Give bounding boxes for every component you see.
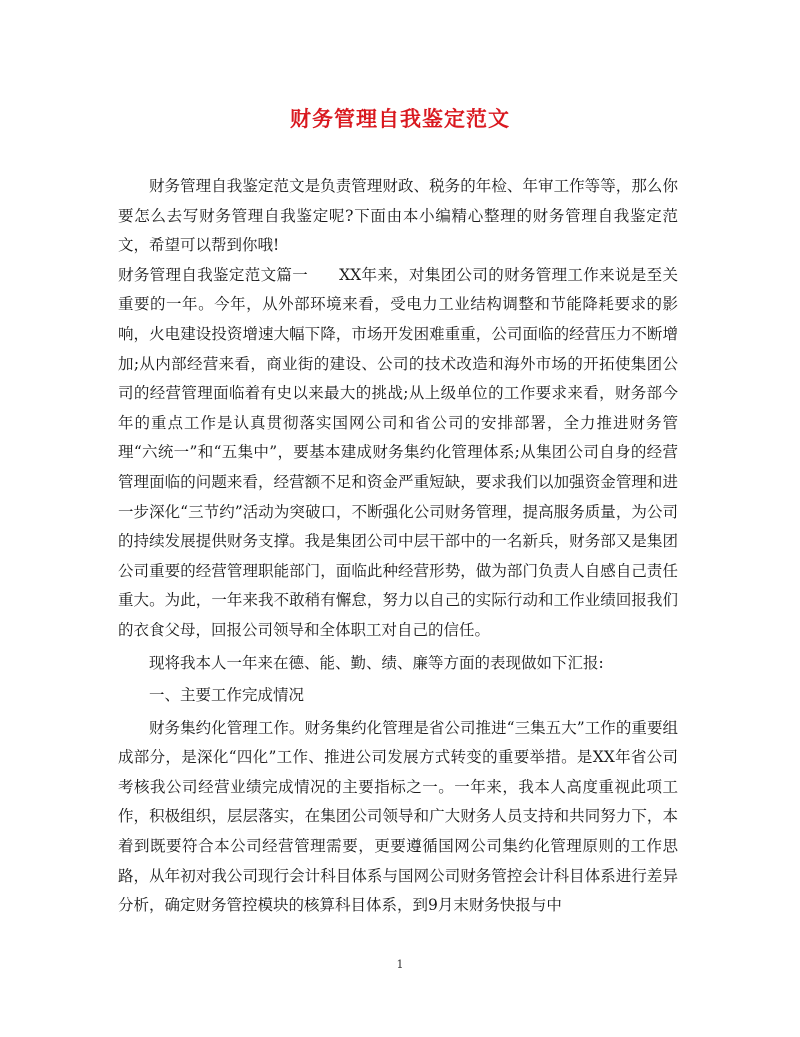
section-body-text: XX年来，对集团公司的财务管理工作来说是至关重要的一年。今年，从外部环境来看，受电力工业结构调整和节能降耗要求的影响，火电建设投资增速大幅下降，市场开发困难重重，公司面临的经营压力不断增加;从内部经营来看，商业街的建设、公司的技术改造和海外市场的开拓使集团公司的经营管理面临着有史以来最大的挑战;从上级单位的工作要求来看，财务部今年的重点工作是认真贯彻落实国网公司和省公司的安排部署，全力推进财务管理“六统一”和“五集中”，要基本建成财务集约化管理体系;从集团公司自身的经营管理面临的问题来看，经营额不足和资金严重短缺，要求我们以加强资金管理和进一步深化“三节约”活动为突破口，不断强化公司财务管理，提高服务质量，为公司的持续发展提供财务支撑。我是集团公司中层干部中的一名新兵，财务部又是集团公司重要的经营管理职能部门，面临此种经营形势，做为部门负责人自感自己责任重大。为此，一年来我不敢稍有懈怠，努力以自己的实际行动和工作业绩回报我们的衣食父母，回报公司领导和全体职工对自己的信任。	[118, 265, 678, 639]
document-body	[118, 172, 678, 921]
work-paragraph: 财务集约化管理工作。财务集约化管理是省公司推进“三集五大”工作的重要组成部分，是深化“四化”工作、推进公司发展方式转变的重要举措。是XX年省公司考核我公司经营业绩完成情况的主要指标之一。一年来，我本人高度重视此项工作，积极组织，层层落实，在集团公司领导和广大财务人员支持和共同努力下，本着到既要符合本公司经营管理需要，更要遵循国网公司集约化管理原则的工作思路，从年初对我公司现行会计科目体系与国网公司财务管控会计科目体系进行差异分析，确定财务管控模块的核算科目体系，到9月末财务快报与中	[118, 718, 678, 915]
subheading-main-work: 一、主要工作完成情况	[149, 686, 305, 705]
section-heading: 财务管理自我鉴定范文篇一	[118, 265, 309, 284]
intro-paragraph: 财务管理自我鉴定范文是负责管理财政、税务的年检、年审工作等等，那么你要怎么去写财务管理自我鉴定呢?下面由本小编精心整理的财务管理自我鉴定范文，希望可以帮到你哦!	[118, 177, 678, 255]
report-intro-paragraph: 现将我本人一年来在德、能、勤、绩、廉等方面的表现做如下汇报:	[149, 653, 604, 672]
page-number: 1	[396, 958, 404, 971]
section-paragraph	[118, 261, 678, 646]
document-title: 财务管理自我鉴定范文	[290, 106, 510, 131]
